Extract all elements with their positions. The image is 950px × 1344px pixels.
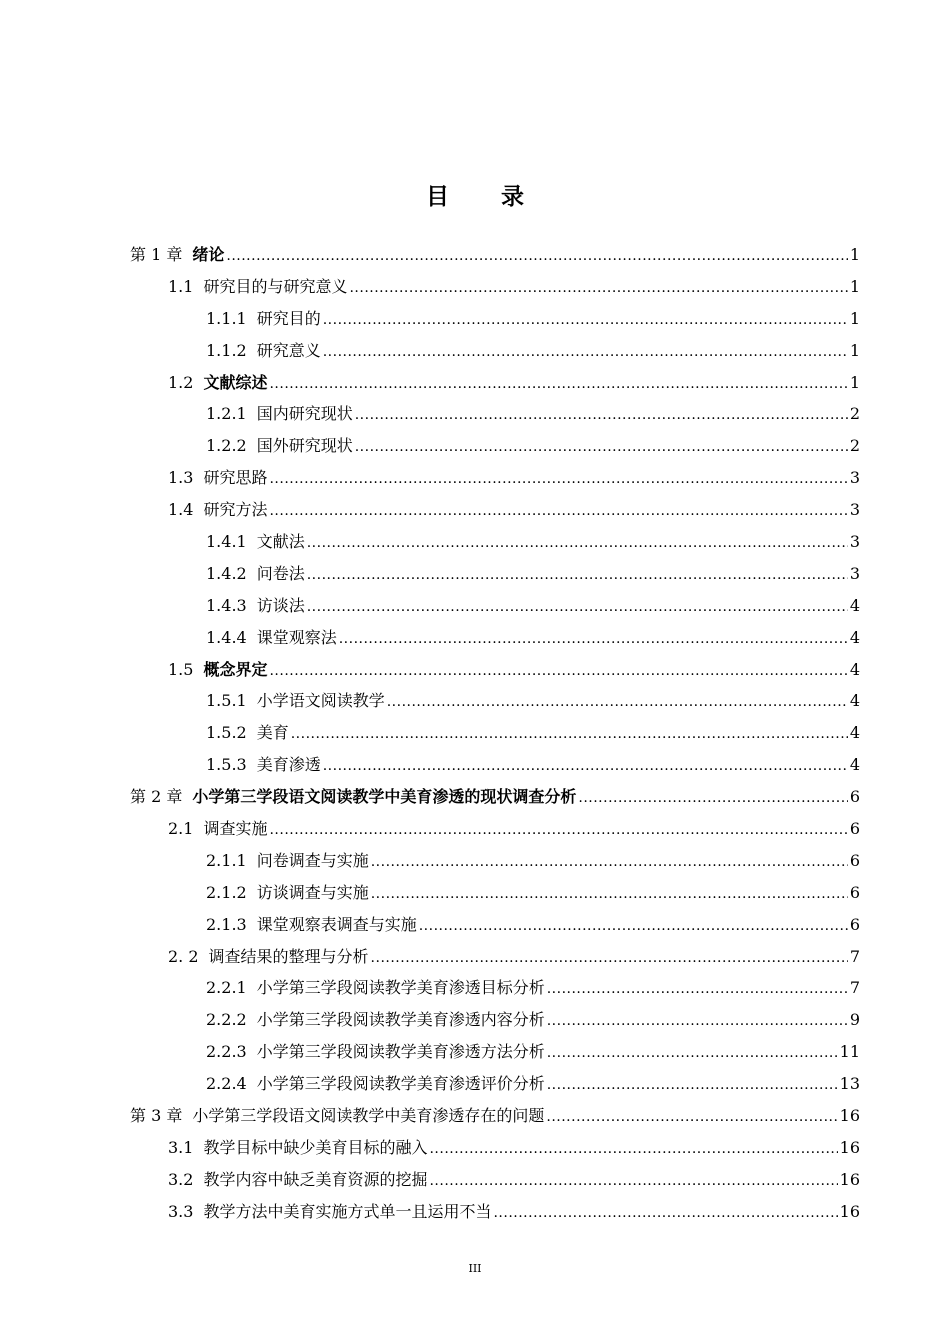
toc-dot-leader [371, 854, 848, 870]
toc-dot-leader [547, 1077, 838, 1093]
toc-dot-leader [349, 280, 847, 296]
toc-entry[interactable] [130, 1199, 860, 1231]
toc-entry[interactable] [130, 657, 860, 689]
toc-dot-leader [371, 886, 848, 902]
toc-entry-title: 研究思路 [203, 468, 268, 488]
toc-entry[interactable] [130, 1103, 860, 1135]
toc-entry-title: 研究目的与研究意义 [203, 276, 348, 296]
toc-entry-number: 1.5.3 [206, 755, 247, 775]
toc-dot-leader [269, 663, 847, 679]
toc-entry[interactable] [130, 593, 860, 625]
toc-entry-number: 1.2.1 [206, 404, 247, 424]
toc-dot-leader [355, 439, 848, 455]
toc-entry-page: 4 [849, 627, 860, 647]
table-of-contents [130, 242, 860, 1231]
toc-entry-page: 4 [849, 691, 860, 711]
toc-entry-number: 1.2 [168, 372, 194, 392]
toc-dot-leader [547, 981, 848, 997]
toc-entry[interactable] [130, 848, 860, 880]
toc-entry-page: 2 [849, 404, 860, 424]
toc-entry-title: 文献法 [256, 532, 305, 552]
toc-entry[interactable] [130, 497, 860, 529]
toc-entry[interactable] [130, 401, 860, 433]
toc-dot-leader [323, 312, 848, 328]
toc-entry-page: 7 [849, 978, 860, 998]
toc-entry-title: 概念界定 [203, 659, 268, 679]
toc-entry-number: 3.1 [168, 1137, 194, 1157]
toc-entry-number: 1.1.2 [206, 340, 247, 360]
toc-entry-title: 国外研究现状 [256, 436, 353, 456]
toc-entry-number: 1.4.1 [206, 532, 247, 552]
toc-entry[interactable] [130, 306, 860, 338]
toc-entry[interactable] [130, 912, 860, 944]
toc-entry-page: 3 [849, 563, 860, 583]
toc-entry-page: 4 [849, 595, 860, 615]
toc-entry-title: 美育 [256, 723, 289, 743]
toc-entry[interactable] [130, 338, 860, 370]
toc-entry-title: 研究方法 [203, 500, 268, 520]
toc-entry-page: 4 [849, 755, 860, 775]
toc-dot-leader [387, 694, 848, 710]
toc-entry-title: 小学第三学段阅读教学美育渗透方法分析 [256, 1042, 545, 1062]
toc-entry-page: 6 [849, 819, 860, 839]
toc-entry-title: 教学目标中缺少美育目标的融入 [203, 1137, 428, 1157]
toc-dot-leader [291, 726, 848, 742]
toc-dot-leader [339, 631, 848, 647]
toc-dot-leader [226, 248, 847, 264]
toc-dot-leader [547, 1045, 838, 1061]
toc-entry-number: 1.4.4 [206, 627, 247, 647]
toc-dot-leader [307, 535, 848, 551]
toc-entry[interactable] [130, 625, 860, 657]
toc-dot-leader [419, 918, 848, 934]
toc-entry[interactable] [130, 1071, 860, 1103]
toc-entry[interactable] [130, 784, 860, 816]
toc-entry-page: 6 [849, 914, 860, 934]
toc-entry-title: 美育渗透 [256, 755, 321, 775]
toc-entry-page: 1 [849, 276, 860, 296]
toc-entry-page: 16 [839, 1169, 860, 1189]
toc-entry-title: 小学第三学段语文阅读教学中美育渗透存在的问题 [192, 1106, 545, 1126]
toc-entry-title: 调查结果的整理与分析 [208, 946, 369, 966]
toc-entry-title: 问卷调查与实施 [256, 850, 369, 870]
toc-entry-title: 文献综述 [203, 372, 268, 392]
toc-entry[interactable] [130, 752, 860, 784]
page-title: 目 录 [425, 183, 546, 210]
page-number-footer: III [468, 1262, 482, 1275]
toc-entry-number: 1.2.2 [206, 436, 247, 456]
toc-entry-page: 6 [849, 787, 860, 807]
toc-entry-title: 小学语文阅读教学 [256, 691, 385, 711]
toc-entry-page: 7 [849, 946, 860, 966]
toc-dot-leader [323, 344, 848, 360]
toc-entry-number: 1.1.1 [206, 308, 247, 328]
toc-entry-page: 1 [849, 245, 860, 264]
toc-entry-page: 1 [849, 308, 860, 328]
toc-entry-page: 16 [839, 1201, 860, 1221]
toc-entry-number: 第 2 章 [130, 787, 183, 807]
toc-entry-title: 小学第三学段阅读教学美育渗透评价分析 [256, 1074, 545, 1094]
toc-entry[interactable] [130, 688, 860, 720]
toc-entry[interactable] [130, 720, 860, 752]
toc-entry-page: 9 [849, 1010, 860, 1030]
toc-entry-number: 2.2.3 [206, 1042, 247, 1062]
toc-dot-leader [371, 950, 848, 966]
toc-dot-leader [546, 1109, 837, 1125]
toc-entry-title: 绪论 [192, 245, 225, 264]
toc-entry-number: 2.2.2 [206, 1010, 247, 1030]
toc-entry-number: 2.1.2 [206, 882, 247, 902]
toc-entry-number: 1.5.2 [206, 723, 247, 743]
toc-entry-title: 调查实施 [203, 819, 268, 839]
toc-entry-page: 4 [849, 723, 860, 743]
toc-dot-leader [269, 822, 847, 838]
toc-entry-number: 2.2.4 [206, 1074, 247, 1094]
toc-entry-number: 1.5 [168, 659, 194, 679]
toc-dot-leader [269, 376, 847, 392]
toc-entry[interactable] [130, 1039, 860, 1071]
toc-dot-leader [547, 1013, 848, 1029]
toc-dot-leader [429, 1141, 837, 1157]
toc-dot-leader [269, 503, 847, 519]
toc-entry-number: 2.2.1 [206, 978, 247, 998]
toc-entry[interactable] [130, 1135, 860, 1167]
toc-entry[interactable] [130, 561, 860, 593]
toc-entry-number: 1.4 [168, 500, 194, 520]
toc-entry-page: 13 [839, 1074, 860, 1094]
toc-entry[interactable] [130, 816, 860, 848]
toc-entry-page: 1 [849, 340, 860, 360]
toc-entry-title: 教学方法中美育实施方式单一且运用不当 [203, 1201, 492, 1221]
toc-entry-title: 小学第三学段阅读教学美育渗透目标分析 [256, 978, 545, 998]
toc-entry-number: 1.4.2 [206, 563, 247, 583]
toc-entry-title: 小学第三学段阅读教学美育渗透内容分析 [256, 1010, 545, 1030]
toc-entry-page: 3 [849, 468, 860, 488]
toc-entry-number: 第 3 章 [130, 1106, 183, 1126]
toc-entry-title: 问卷法 [256, 563, 305, 583]
toc-entry-page: 16 [839, 1106, 860, 1126]
toc-entry[interactable] [130, 975, 860, 1007]
toc-entry-page: 3 [849, 532, 860, 552]
toc-entry-number: 2.1 [168, 819, 194, 839]
toc-dot-leader [578, 790, 847, 806]
toc-entry[interactable] [130, 242, 860, 274]
toc-entry-number: 1.5.1 [206, 691, 247, 711]
toc-entry-title: 国内研究现状 [256, 404, 353, 424]
toc-entry[interactable] [130, 1007, 860, 1039]
toc-entry-number: 2.1.3 [206, 914, 247, 934]
toc-entry-title: 课堂观察法 [256, 627, 337, 647]
toc-entry-number: 1.4.3 [206, 595, 247, 615]
toc-entry-number: 2.1.1 [206, 850, 247, 870]
toc-entry-page: 1 [849, 372, 860, 392]
toc-entry-number: 第 1 章 [130, 245, 183, 264]
toc-entry-page: 11 [839, 1042, 860, 1062]
toc-entry-number: 3.2 [168, 1169, 194, 1189]
toc-entry[interactable] [130, 465, 860, 497]
toc-entry[interactable] [130, 433, 860, 465]
toc-dot-leader [307, 567, 848, 583]
toc-entry-page: 6 [849, 882, 860, 902]
toc-entry-page: 16 [839, 1137, 860, 1157]
toc-entry-number: 3.3 [168, 1201, 194, 1221]
toc-entry-page: 4 [849, 659, 860, 679]
toc-entry-number: 1.3 [168, 468, 194, 488]
toc-dot-leader [307, 599, 848, 615]
toc-entry-title: 研究目的 [256, 308, 321, 328]
toc-dot-leader [429, 1173, 837, 1189]
toc-entry[interactable] [130, 529, 860, 561]
toc-dot-leader [493, 1205, 837, 1221]
toc-entry[interactable] [130, 880, 860, 912]
toc-entry-number: 2. 2 [168, 946, 199, 966]
toc-dot-leader [323, 758, 848, 774]
toc-entry-title: 访谈调查与实施 [256, 882, 369, 902]
toc-entry-title: 访谈法 [256, 595, 305, 615]
toc-entry[interactable] [130, 1167, 860, 1199]
toc-entry-title: 小学第三学段语文阅读教学中美育渗透的现状调查分析 [192, 787, 577, 807]
toc-entry-number: 1.1 [168, 276, 194, 296]
toc-entry[interactable] [130, 944, 860, 976]
toc-entry[interactable] [130, 274, 860, 306]
toc-entry-page: 6 [849, 850, 860, 870]
toc-entry-title: 课堂观察表调查与实施 [256, 914, 417, 934]
toc-entry-title: 研究意义 [256, 340, 321, 360]
toc-dot-leader [269, 471, 847, 487]
toc-entry[interactable] [130, 370, 860, 402]
toc-entry-page: 3 [849, 500, 860, 520]
toc-entry-page: 2 [849, 436, 860, 456]
toc-dot-leader [355, 407, 848, 423]
toc-entry-title: 教学内容中缺乏美育资源的挖掘 [203, 1169, 428, 1189]
